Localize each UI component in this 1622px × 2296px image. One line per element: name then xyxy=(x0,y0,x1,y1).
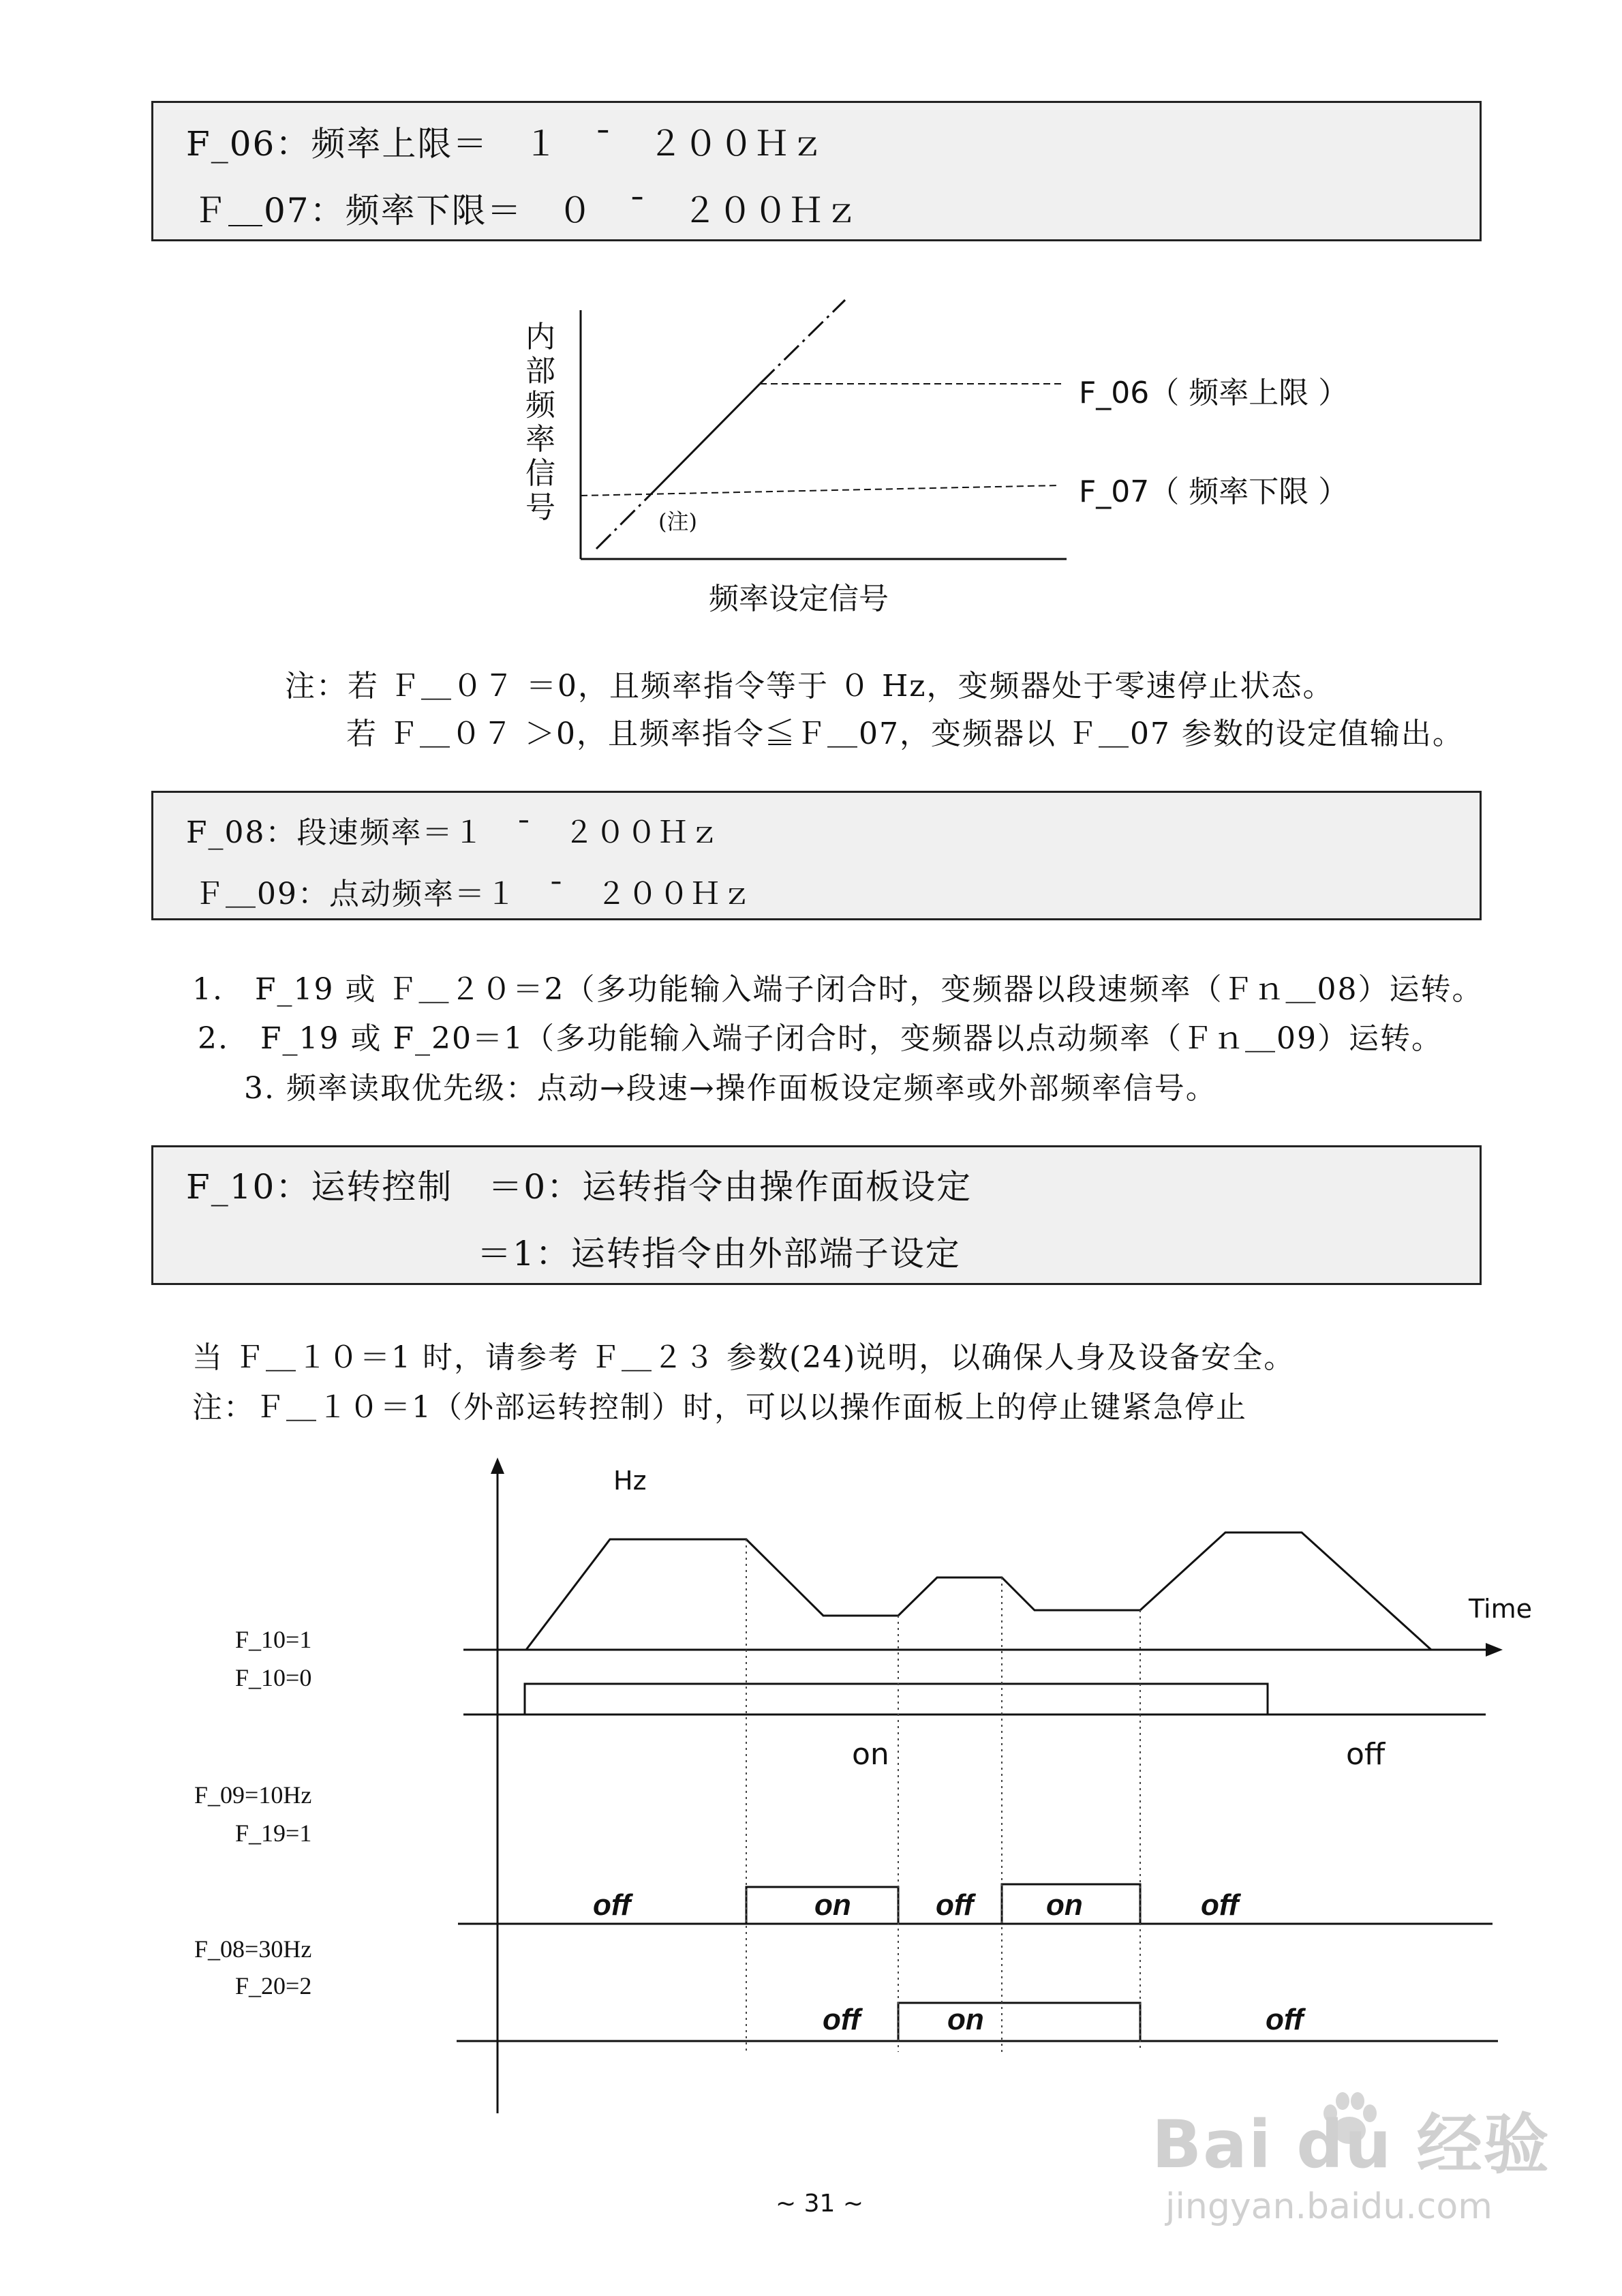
y-label-char-5: 信 xyxy=(525,456,555,491)
timing-f10-off-label: off xyxy=(1346,1737,1386,1772)
row3-state-off-2: off xyxy=(1266,2003,1304,2036)
y-label-char-2: 部 xyxy=(525,354,555,389)
row2-state-off-2: off xyxy=(936,1888,974,1922)
note-f10-external: 当 Ｆ＿１０＝1 时，请参考 Ｆ＿２３ 参数(24)说明，以确保人身及设备安全。 xyxy=(192,1340,1296,1375)
graph-lower-limit-label: F_07（ 频率下限 ） xyxy=(1079,474,1349,509)
row2-state-off-1: off xyxy=(593,1888,631,1922)
frequency-limit-graph xyxy=(0,0,1622,627)
watermark-brand: Bai du 经验 xyxy=(1152,2106,1550,2183)
timing-f20-pulse xyxy=(898,2003,1140,2041)
page-number: ~ 31 ~ xyxy=(776,2190,864,2218)
timing-hz-label: Hz xyxy=(613,1466,647,1496)
timing-y-arrow xyxy=(491,1457,504,1474)
y-label-char-3: 频 xyxy=(525,388,555,423)
note-f07-zero: 注：若 Ｆ＿０７ ＝0，且频率指令等于 ０ Hz，变频器处于零速停止状态。 xyxy=(285,669,1334,704)
frequency-profile xyxy=(526,1532,1431,1650)
watermark-url: jingyan.baidu.com xyxy=(1165,2186,1493,2227)
param-line-f06: F_06：频率上限＝ １ ¯ ２００Ｈｚ xyxy=(186,124,826,164)
list-item-3: 3. 频率读取优先级：点动→段速→操作面板设定频率或外部频率信号。 xyxy=(244,1071,1217,1106)
timing-f10-signal xyxy=(525,1684,1268,1715)
row3-state-off-1: off xyxy=(823,2003,861,2036)
list-item-1: 1. F_19 或 Ｆ＿２０＝2（多功能输入端子闭合时，变频器以段速频率（Ｆｎ＿08）运转。 xyxy=(192,972,1484,1007)
note-emergency-stop: 注：Ｆ＿１０＝1（外部运转控制）时，可以以操作面板上的停止键紧急停止 xyxy=(192,1390,1247,1425)
param-line-f10-0: F_10：运转控制 ＝0：运转指令由操作面板设定 xyxy=(186,1167,973,1207)
graph-ramp-extension-upper xyxy=(760,300,845,384)
graph-ramp-line xyxy=(651,384,760,494)
timing-f20-label: F_20=2 xyxy=(235,1972,312,1999)
graph-ramp-extension-lower xyxy=(596,494,651,549)
timing-time-arrow xyxy=(1486,1643,1503,1657)
timing-f10-0-label: F_10=0 xyxy=(235,1664,312,1691)
timing-f09-label: F_09=10Hz xyxy=(194,1781,312,1809)
param-line-f07: Ｆ＿07：频率下限＝ ０ ¯ ２００Ｈｚ xyxy=(193,191,860,230)
graph-x-axis-label: 频率设定信号 xyxy=(709,581,889,616)
timing-f10-on-label: on xyxy=(852,1737,889,1772)
baidu-watermark xyxy=(1152,2093,1550,2227)
timing-f10-1-label: F_10=1 xyxy=(235,1626,312,1653)
param-box-multi-speed xyxy=(151,791,1482,920)
timing-f08-label: F_08=30Hz xyxy=(194,1935,312,1963)
param-line-f08: F_08：段速频率＝１ ¯ ２００Ｈｚ xyxy=(186,815,721,850)
timing-f19-label: F_19=1 xyxy=(235,1819,312,1847)
graph-lower-limit-line xyxy=(581,485,1060,496)
y-label-char-6: 号 xyxy=(525,490,555,525)
row2-state-off-3: off xyxy=(1201,1888,1239,1922)
row3-state-on: on xyxy=(947,2003,984,2036)
note-f07-positive: 若 Ｆ＿０７ ＞0，且频率指令≦Ｆ＿07，变频器以 Ｆ＿07 参数的设定值输出。 xyxy=(346,716,1464,751)
y-label-char-1: 内 xyxy=(525,320,555,354)
param-box-run-control xyxy=(151,1145,1482,1285)
graph-upper-limit-label: F_06（ 频率上限 ） xyxy=(1079,376,1349,410)
graph-y-axis-label xyxy=(523,320,557,525)
param-line-f09: Ｆ＿09：点动频率＝１ ¯ ２００Ｈｚ xyxy=(194,877,753,911)
y-label-char-4: 率 xyxy=(525,422,555,457)
param-line-f10-1: ＝1：运转指令由外部端子设定 xyxy=(477,1234,961,1273)
list-item-2: 2. F_19 或 F_20＝1（多功能输入端子闭合时，变频器以点动频率（Ｆｎ＿09）运转。 xyxy=(198,1021,1443,1056)
row2-state-on-1: on xyxy=(814,1888,851,1922)
timing-time-label: Time xyxy=(1469,1594,1532,1624)
graph-note-mark: (注) xyxy=(658,509,697,534)
row2-state-on-2: on xyxy=(1046,1888,1083,1922)
